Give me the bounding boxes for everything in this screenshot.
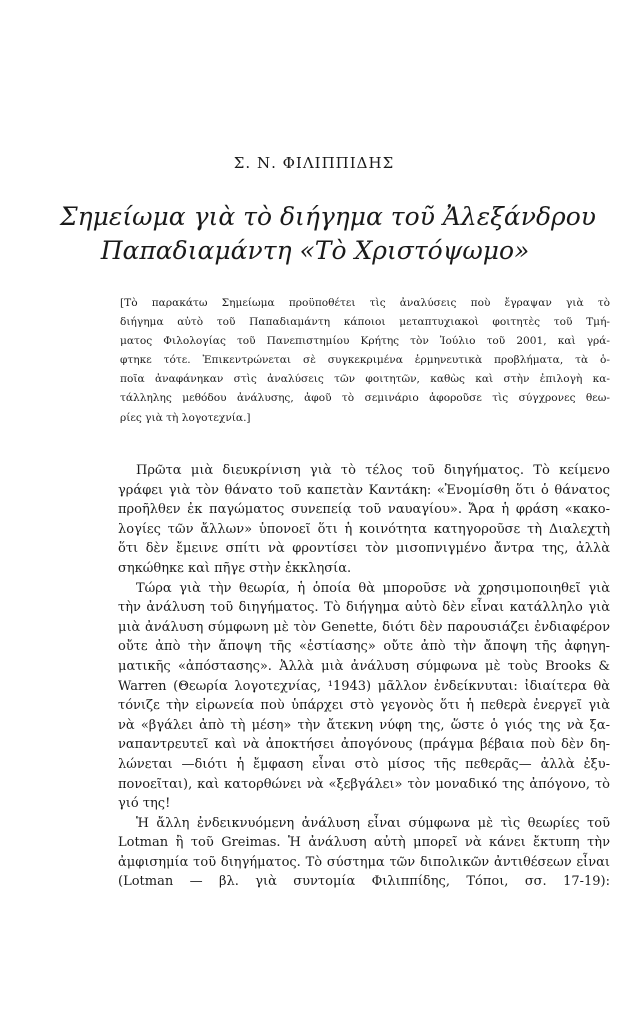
paragraph-line: μιὰ ἀνάλυση σύμφωνη μὲ τὸν Genette, διότι δὲν παρουσιάζει ἐνδιαφέρον [118,619,610,635]
paragraph-line: νὰ «βγάλει ἀπὸ τὴ μέση» τὴν ἄτεκνη νύφη της, ὥστε ὁ γιός της νὰ ξα- [118,717,610,733]
paragraph-line: Πρῶτα μιὰ διευκρίνιση γιὰ τὸ τέλος τοῦ διηγήματος. Τὸ κείμενο [136,463,610,478]
paragraph-line: Lotman ἢ τοῦ Greimas. Ἡ ἀνάλυση αὐτὴ μπορεῖ νὰ κάνει ἔκτυπη τὴν [118,835,610,851]
paragraph-line: τὴν ἀνάλυση τοῦ διηγήματος. Τὸ διήγημα αὐτὸ δὲν εἶναι κατάλληλο γιὰ [118,600,610,616]
paragraph-line: γράφει γιὰ τὸν θάνατο τοῦ καπετὰν Καντάκη: «Ἐνομίσθη ὅτι ὁ θάνατος [118,482,610,498]
intro-line: [Τὸ παρακάτω Σημείωμα προϋποθέτει τὶς ἀναλύσεις ποὺ ἔγραψαν γιὰ τὸ [120,297,610,309]
author-name: Σ. Ν. ΦΙΛΙΠΠΙΔΗΣ [233,154,395,172]
paragraph-line: (Lotman — βλ. γιὰ συντομία Φιλιππίδης, Τόποι, σσ. 17-19): [118,874,610,890]
paragraph-line: Warren (Θεωρία λογοτεχνίας, ¹1943) μᾶλλον ἐνδείκνυται: ἰδιαίτερα θὰ [118,678,610,694]
paragraph-line: πονοεῖται), καὶ κατορθώνει νὰ «ξεβγάλει» τὸν μοναδικό της ἀπόγονο, τὸ [118,776,610,792]
paragraph-line: λώνεται —διότι ἡ ἔμφαση εἶναι στὸ μίσος τῆς πεθερᾶς— ἀλλὰ ἐξυ- [118,756,610,772]
paragraph-line: γιό της! [118,796,171,812]
paragraph-line: ναπαντρευτεῖ καὶ νὰ ἀποκτήσει ἀπογόνους (πράγμα βέβαια ποὺ δὲν δη- [118,737,610,753]
paragraph-line: οὔτε ἀπὸ τὴν ἄποψη τῆς «ἑστίασης» οὔτε ἀπὸ τὴν ἄποψη τῆς ἀφηγη- [118,639,610,655]
paragraph-line: ἀμφισημία τοῦ διηγήματος. Τὸ σύστημα τῶν διπολικῶν ἀντιθέσεων εἶναι [118,854,610,870]
intro-line: ποῖα ἀναφάνηκαν στὶς ἀναλύσεις τῶν φοιτητῶν, καθὼς καὶ στὴν ἐπιλογὴ κα- [120,373,610,386]
title-line-1: Σημείωμα γιὰ τὸ διήγημα τοῦ Ἀλεξάνδρου [60,202,596,231]
body-text [118,461,610,892]
paragraph-line: τόνιζε τὴν εἰρωνεία ποὺ ὑπάρχει στὸ γεγονὸς ὅτι ἡ πεθερὰ ἐνεργεῖ γιὰ [118,698,610,714]
paragraph-line: λογίες τῶν ἄλλων» ὑπονοεῖ ὅτι ἡ κοινότητα κατηγοροῦσε τὴ Διαλεχτὴ [118,521,610,537]
paragraph-line: προῆλθεν ἐκ παγώματος συνεπείᾳ τοῦ ναυαγίου». Ἄρα ἡ φράση «κακο- [118,502,610,518]
paragraph-line: Ἡ ἄλλη ἐνδεικνυόμενη ἀνάλυση εἶναι σύμφωνα μὲ τὶς θεωρίες τοῦ [136,815,610,831]
paragraph-line: ὅτι δὲν ἔμεινε σπίτι νὰ φροντίσει τὸν μισοπνιγμένο ἄντρα της, ἀλλὰ [118,541,610,557]
paragraph-line: σηκώθηκε καὶ πῆγε στὴν ἐκκλησία. [118,560,352,576]
paragraph-line: Τώρα γιὰ τὴν θεωρία, ἡ ὁποία θὰ μποροῦσε νὰ χρησιμοποιηθεῖ γιὰ [136,580,610,596]
title-line-2: Παπαδιαμάντη «Τὸ Χριστόψωμο» [100,236,530,265]
intro-line: ματος Φιλολογίας τοῦ Πανεπιστημίου Κρήτης τὸν Ἰούλιο τοῦ 2001, καὶ γρά- [120,335,610,348]
introductory-note [120,294,610,428]
intro-line: φτηκε τότε. Ἐπικεντρώνεται σὲ συγκεκριμένα ἑρμηνευτικὰ προβλήματα, τὰ ὁ- [120,354,610,367]
paragraph-line: ματικῆς «ἀπόστασης». Ἀλλὰ μιὰ ἀνάλυση σύμφωνα μὲ τοὺς Brooks & [118,658,610,674]
article-title [60,200,596,268]
intro-line: διήγημα αὐτὸ τοῦ Παπαδιαμάντη κάποιοι μεταπτυχιακοὶ φοιτητὲς τοῦ Τμή- [120,316,610,329]
intro-line: τάλληλης μεθόδου ἀνάλυσης, ἀφοῦ τὸ σεμινάριο ἀφοροῦσε τὶς σύγχρονες θεω- [120,392,610,405]
intro-line: ρίες γιὰ τὴ λογοτεχνία.] [120,411,251,424]
